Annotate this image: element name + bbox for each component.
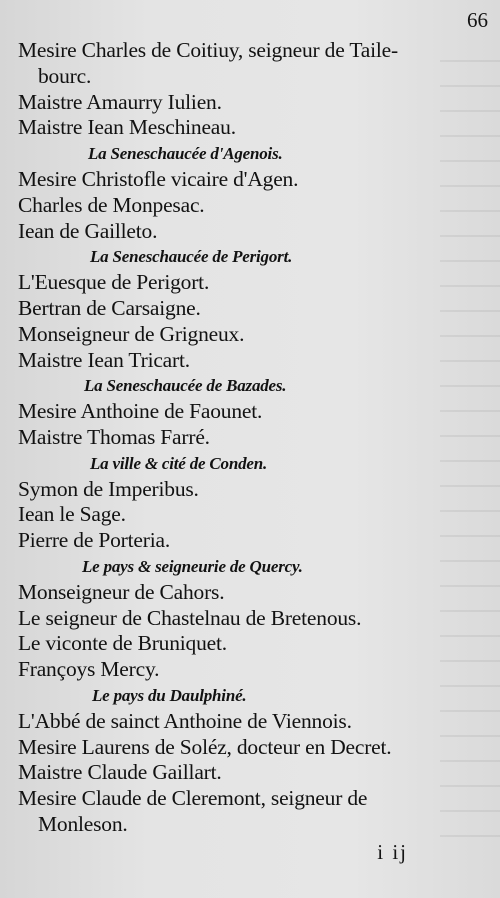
list-entry: bourc. — [38, 63, 92, 88]
signature-mark: i ij — [377, 840, 408, 864]
list-entry: Symon de Imperibus. — [18, 476, 199, 501]
list-entry: Mesire Laurens de Soléz, docteur en Decret. — [18, 734, 392, 759]
section-heading: La Seneschaucée de Bazades. — [84, 376, 287, 396]
list-entry: Maistre Amaurry Iulien. — [18, 89, 222, 114]
list-entry: Le viconte de Bruniquet. — [18, 631, 227, 656]
list-entry: Mesire Claude de Cleremont, seigneur de — [18, 786, 368, 811]
list-entry: Mesire Charles de Coitiuy, seigneur de Taile- — [18, 38, 398, 62]
list-entry: Iean de Gailleto. — [18, 218, 158, 243]
section-heading: La Seneschaucée de Perigort. — [90, 247, 293, 267]
list-entry: Maistre Thomas Farré. — [18, 424, 210, 449]
list-entry: Mesire Christofle vicaire d'Agen. — [18, 166, 299, 191]
section-heading: La Seneschaucée d'Agenois. — [88, 144, 283, 164]
list-entry: Maistre Iean Tricart. — [18, 347, 190, 372]
section-heading: Le pays du Daulphiné. — [92, 685, 247, 705]
list-entry: Monseigneur de Grigneux. — [18, 321, 245, 346]
list-entry: Mesire Anthoine de Faounet. — [18, 399, 263, 424]
list-entry: Monseigneur de Cahors. — [18, 579, 225, 604]
list-entry: Le seigneur de Chastelnau de Bretenous. — [18, 605, 362, 630]
list-entry: L'Euesque de Perigort. — [18, 270, 210, 295]
list-entry: Françoys Mercy. — [18, 657, 160, 682]
list-entry: Bertran de Carsaigne. — [18, 295, 201, 320]
list-entry: Charles de Monpesac. — [18, 192, 205, 217]
list-entry: Pierre de Porteria. — [18, 528, 171, 553]
page-number: 66 — [467, 8, 488, 32]
list-entry: Maistre Claude Gaillart. — [18, 760, 222, 785]
list-entry: Maistre Iean Meschineau. — [18, 115, 236, 140]
list-entry: Iean le Sage. — [18, 502, 126, 527]
list-entry: L'Abbé de sainct Anthoine de Viennois. — [18, 708, 352, 733]
section-heading: La ville & cité de Conden. — [90, 453, 268, 473]
section-heading: Le pays & seigneurie de Quercy. — [82, 556, 303, 576]
list-entry: Monleson. — [38, 811, 128, 836]
page-text — [18, 38, 473, 838]
